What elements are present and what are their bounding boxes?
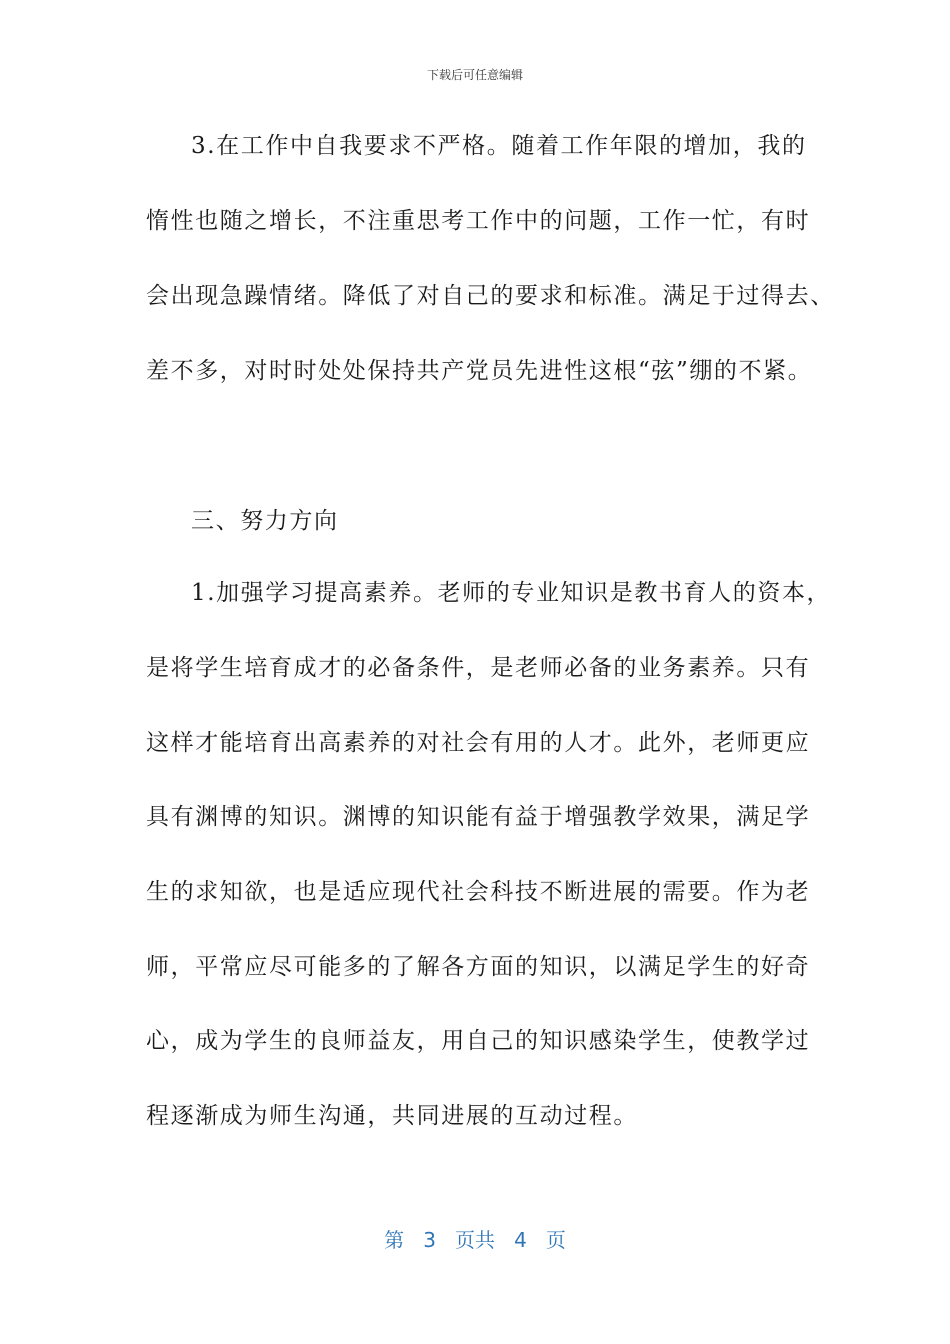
page-header: 下载后可任意编辑 [426,68,523,82]
paragraph-line: 心，成为学生的良师益友，用自己的知识感染学生，使教学过 [146,1028,811,1054]
paragraph-line: 师，平常应尽可能多的了解各方面的知识，以满足学生的好奇 [146,954,811,980]
paragraph-line: 生的求知欲，也是适应现代社会科技不断进展的需要。作为老 [146,879,811,905]
page-footer [0,1224,950,1253]
paragraph-line: 这样才能培育出高素养的对社会有用的人才。此外，老师更应 [146,730,811,756]
paragraph-line: 3.在工作中自我要求不严格。随着工作年限的增加，我的 [191,133,807,159]
paragraph-line: 1.加强学习提高素养。老师的专业知识是教书育人的资本， [191,580,832,606]
paragraph-line: 会出现急躁情绪。降低了对自己的要求和标准。满足于过得去、 [146,283,835,309]
total-pages-number: 4 [514,1228,527,1252]
current-page-number: 3 [423,1228,436,1252]
paragraph-line: 是将学生培育成才的必备条件，是老师必备的业务素养。只有 [146,655,811,681]
page-label-mid: 页共 [455,1228,495,1252]
paragraph-line: 具有渊博的知识。渊博的知识能有益于增强教学效果，满足学 [146,804,811,830]
page-label-prefix: 第 [384,1228,405,1252]
paragraph-line: 差不多，对时时处处保持共产党员先进性这根“弦”绷的不紧。 [146,358,813,384]
paragraph-line: 惰性也随之增长，不注重思考工作中的问题，工作一忙，有时 [146,208,811,234]
page-label-suffix: 页 [545,1228,566,1252]
paragraph-line: 程逐渐成为师生沟通，共同进展的互动过程。 [146,1103,638,1129]
section-heading: 三、努力方向 [191,508,339,534]
